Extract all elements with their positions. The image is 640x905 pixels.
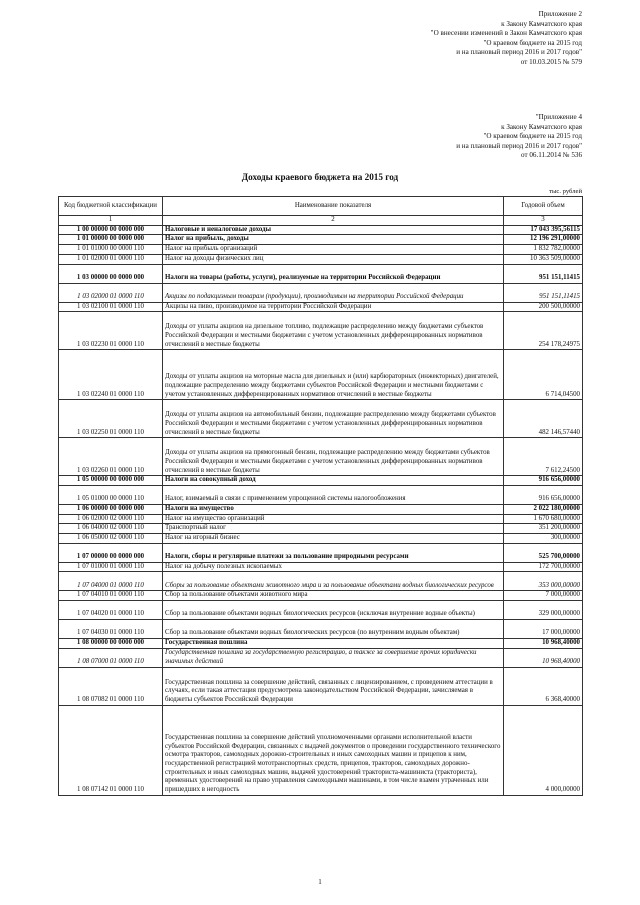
annual-amount-cell: 353 000,00000 (504, 572, 583, 591)
annual-amount-cell: 951 151,11415 (504, 264, 583, 283)
header-amount: Годовой объем (504, 197, 583, 216)
budget-code-cell: 1 00 00000 00 0000 000 (59, 225, 163, 235)
indicator-name-cell: Транспортный налог (163, 524, 504, 534)
indicator-name-cell: Налог на доходы физических лиц (163, 254, 504, 264)
annual-amount-cell: 951 151,11415 (504, 283, 583, 302)
annual-amount-cell: 254 178,24975 (504, 312, 583, 350)
indicator-name-cell: Доходы от уплаты акцизов на дизельное топливо, подлежащие распределению между бюджетами субъектов Российской Федерации и местными бюджетами с учетом установленных дифференцированных нормативов отчислений в местные бюджеты (163, 312, 504, 350)
budget-code-cell: 1 08 00000 00 0000 000 (59, 639, 163, 649)
table-row (59, 302, 583, 312)
budget-code-cell: 1 06 00000 00 0000 000 (59, 504, 163, 514)
budget-code-cell: 1 01 00000 00 0000 000 (59, 235, 163, 245)
document-title: Доходы краевого бюджета на 2015 год (241, 172, 399, 182)
indicator-name-cell: Доходы от уплаты акцизов на автомобильный бензин, подлежащие распределению между бюджетами субъектов Российской Федерации и местными бюджетами с учетом установленных дифференцированных нормативов отчислений в местные бюджеты (163, 400, 504, 438)
indicator-name-cell: Государственная пошлина за государственную регистрацию, а также за совершение прочих юридически значимых действий (163, 648, 504, 667)
budget-code-cell: 1 03 02000 01 0000 110 (59, 283, 163, 302)
budget-code-cell: 1 06 05000 02 0000 110 (59, 534, 163, 544)
table-row (59, 312, 583, 350)
indicator-name-cell: Налоги, сборы и регулярные платежи за пользование природными ресурсами (163, 543, 504, 562)
budget-code-cell: 1 03 02250 01 0000 110 (59, 400, 163, 438)
indicator-name-cell: Государственная пошлина за совершение действий, связанных с лицензированием, с проведением аттестации в случаях, если такая аттестация предусмотрена законодательством Российской Федерации, зачисляемая в бюджеты субъектов Российской Федерации (163, 667, 504, 705)
table-row (59, 485, 583, 504)
table-row (59, 572, 583, 591)
annual-amount-cell: 2 022 180,00000 (504, 504, 583, 514)
budget-code-cell: 1 06 04000 02 0000 110 (59, 524, 163, 534)
annual-amount-cell: 916 656,00000 (504, 485, 583, 504)
indicator-name-cell: Сбор за пользование объектами водных биологических ресурсов (по внутренним водным объектам) (163, 620, 504, 639)
indicator-name-cell: Налоговые и неналоговые доходы (163, 225, 504, 235)
budget-code-cell: 1 03 02240 01 0000 110 (59, 350, 163, 400)
indicator-name-cell: Налог на имущество организаций (163, 514, 504, 524)
indicator-name-cell: Налоги на совокупный доход (163, 476, 504, 486)
annual-amount-cell: 482 146,57440 (504, 400, 583, 438)
annual-amount-cell: 300,00000 (504, 534, 583, 544)
header-line: "О краевом бюджете на 2015 год (483, 132, 582, 141)
annual-amount-cell: 10 968,40000 (504, 648, 583, 667)
annual-amount-cell: 7 612,24500 (504, 438, 583, 476)
budget-code-cell: 1 03 02260 01 0000 110 (59, 438, 163, 476)
budget-code-cell: 1 07 04020 01 0000 110 (59, 601, 163, 620)
indicator-name-cell: Налог на игорный бизнес (163, 534, 504, 544)
table-row (59, 524, 583, 534)
header-code: Код бюджетной классификации (59, 197, 163, 216)
annual-amount-cell: 1 670 680,00000 (504, 514, 583, 524)
budget-code-cell: 1 07 04010 01 0000 110 (59, 591, 163, 601)
table-row (59, 438, 583, 476)
annual-amount-cell: 329 000,00000 (504, 601, 583, 620)
header-line: к Закону Камчатского края (501, 19, 582, 28)
table-row (59, 504, 583, 514)
table-row (59, 245, 583, 255)
table-row (59, 514, 583, 524)
table-row (59, 254, 583, 264)
indicator-name-cell: Сбор за пользование объектами водных биологических ресурсов (исключая внутренние водные объекты) (163, 601, 504, 620)
budget-code-cell: 1 05 00000 00 0000 000 (59, 476, 163, 486)
table-row (59, 225, 583, 235)
annual-amount-cell: 10 363 509,00000 (504, 254, 583, 264)
indicator-name-cell: Государственная пошлина (163, 639, 504, 649)
budget-code-cell: 1 08 07142 01 0000 110 (59, 705, 163, 795)
annual-amount-cell: 17 043 395,56115 (504, 225, 583, 235)
page-number: 1 (318, 878, 322, 886)
col-number-3: 3 (504, 216, 583, 226)
indicator-name-cell: Налог, взимаемый в связи с применением упрощенной системы налогообложения (163, 485, 504, 504)
budget-code-cell: 1 07 01000 01 0000 110 (59, 562, 163, 572)
indicator-name-cell: Государственная пошлина за совершение действий уполномоченными органами исполнительной власти субъектов Российской Федерации, связанных с выдачей документов о проведении государственного технического осмотра тракторов, самоходных дорожно-строительных и иных самоходных машин и прицепов к ним, государственной регистрацией мототранспортных средств, прицепов, тракторов, самоходных дорожно-строительных и иных самоходных машин, выдачей удостоверений тракториста-машиниста (тракториста), временных удостоверений на право управления самоходными машинами, в том числе взамен утраченных или пришедших в негодность (163, 705, 504, 795)
indicator-name-cell: Налоги на имущество (163, 504, 504, 514)
header-line: к Закону Камчатского края (501, 122, 582, 131)
budget-code-cell: 1 03 00000 00 0000 000 (59, 264, 163, 283)
annual-amount-cell: 17 000,00000 (504, 620, 583, 639)
indicator-name-cell: Налог на прибыль, доходы (163, 235, 504, 245)
budget-code-cell: 1 01 02000 01 0000 110 (59, 254, 163, 264)
budget-code-cell: 1 06 02000 02 0000 110 (59, 514, 163, 524)
appendix-header-previous (456, 113, 582, 161)
header-line: "О краевом бюджете на 2015 год (483, 38, 582, 47)
indicator-name-cell: Сборы за пользование объектами животного мира и за пользование объектами водных биологических ресурсов (163, 572, 504, 591)
table-row (59, 283, 583, 302)
budget-code-cell: 1 08 07000 01 0000 110 (59, 648, 163, 667)
table-row (59, 543, 583, 562)
budget-code-cell: 1 07 04000 01 0000 110 (59, 572, 163, 591)
annual-amount-cell: 10 968,40000 (504, 639, 583, 649)
table-row (59, 235, 583, 245)
col-number-1: 1 (59, 216, 163, 226)
budget-code-cell: 1 08 07082 01 0000 110 (59, 667, 163, 705)
header-line: "О внесении изменений в Закон Камчатского края (430, 29, 582, 38)
indicator-name-cell: Сбор за пользование объектами животного мира (163, 591, 504, 601)
appendix-header-current (431, 10, 582, 68)
header-line: и на плановый период 2016 и 2017 годов" (456, 141, 582, 150)
indicator-name-cell: Доходы от уплаты акцизов на моторные масла для дизельных и (или) карбюраторных (инжекторных) двигателей, подлежащие распределению между бюджетами субъектов Российской Федерации и местными бюджетами с учетом установленных дифференцированных нормативов отчислений в местные бюджеты (163, 350, 504, 400)
indicator-name-cell: Налоги на товары (работы, услуги), реализуемые на территории Российской Федерации (163, 264, 504, 283)
header-line: от 10.03.2015 № 579 (520, 57, 582, 66)
table-row (59, 705, 583, 795)
table-row (59, 667, 583, 705)
header-line: Приложение 2 (538, 10, 582, 18)
budget-code-cell: 1 03 02100 01 0000 110 (59, 302, 163, 312)
col-number-2: 2 (163, 216, 504, 226)
indicator-name-cell: Налог на добычу полезных ископаемых (163, 562, 504, 572)
indicator-name-cell: Акцизы по подакцизным товарам (продукции), производимым на территории Российской Федерации (163, 283, 504, 302)
annual-amount-cell: 351 200,00000 (504, 524, 583, 534)
table-row (59, 400, 583, 438)
table-row (59, 639, 583, 649)
budget-code-cell: 1 01 01000 00 0000 110 (59, 245, 163, 255)
table-row (59, 534, 583, 544)
annual-amount-cell: 200 500,00000 (504, 302, 583, 312)
table-row (59, 476, 583, 486)
header-line: "Приложение 4 (535, 113, 582, 121)
header-line: от 06.11.2014 № 536 (521, 151, 582, 160)
annual-amount-cell: 172 700,00000 (504, 562, 583, 572)
annual-amount-cell: 6 368,40000 (504, 667, 583, 705)
table-row (59, 591, 583, 601)
indicator-name-cell: Акцизы на пиво, производимое на территории Российской Федерации (163, 302, 504, 312)
header-name: Наименование показателя (163, 197, 504, 216)
annual-amount-cell: 1 832 782,00000 (504, 245, 583, 255)
budget-code-cell: 1 03 02230 01 0000 110 (59, 312, 163, 350)
annual-amount-cell: 12 196 291,00000 (504, 235, 583, 245)
annual-amount-cell: 525 700,00000 (504, 543, 583, 562)
table-row (59, 601, 583, 620)
revenue-table (58, 196, 583, 796)
table-row (59, 350, 583, 400)
table-row (59, 648, 583, 667)
budget-code-cell: 1 05 01000 00 0000 110 (59, 485, 163, 504)
annual-amount-cell: 7 000,00000 (504, 591, 583, 601)
units-label: тыс. рублей (549, 188, 582, 195)
annual-amount-cell: 4 000,00000 (504, 705, 583, 795)
indicator-name-cell: Доходы от уплаты акцизов на прямогонный бензин, подлежащие распределению между бюджетами субъектов Российской Федерации и местными бюджетами с учетом установленных дифференцированных нормативов отчислений в местные бюджеты (163, 438, 504, 476)
budget-code-cell: 1 07 00000 00 0000 000 (59, 543, 163, 562)
budget-code-cell: 1 07 04030 01 0000 110 (59, 620, 163, 639)
annual-amount-cell: 6 714,04500 (504, 350, 583, 400)
table-row (59, 562, 583, 572)
indicator-name-cell: Налог на прибыль организаций (163, 245, 504, 255)
table-row (59, 620, 583, 639)
header-line: и на плановый период 2016 и 2017 годов" (456, 48, 582, 57)
table-row (59, 264, 583, 283)
annual-amount-cell: 916 656,00000 (504, 476, 583, 486)
